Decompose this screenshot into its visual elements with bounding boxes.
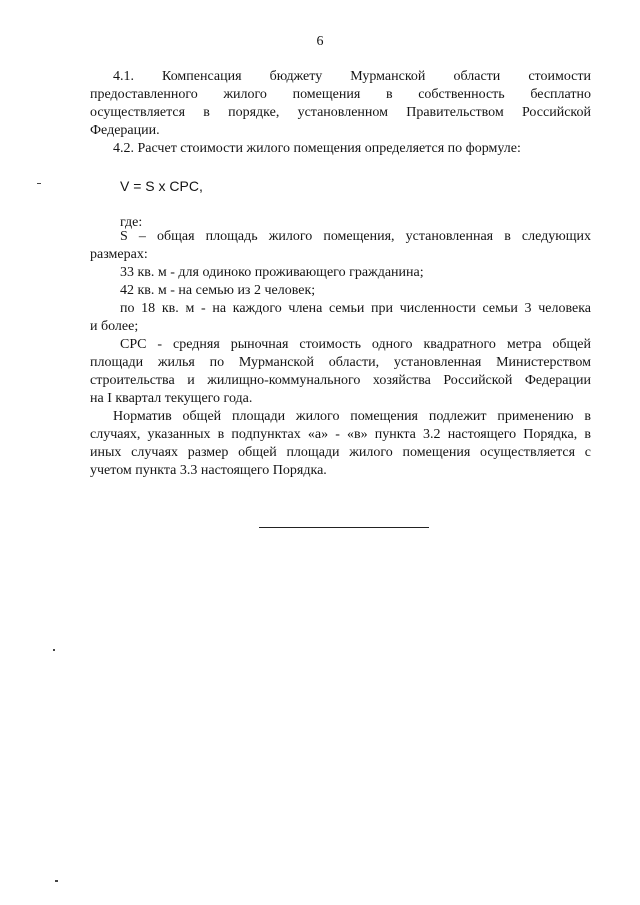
clause-4-1-line-4: Федерации. xyxy=(90,123,160,138)
final-paragraph-line-1: Норматив общей площади жилого помещения подлежит применению в xyxy=(113,409,591,424)
cpc-definition-line-3: строительства и жилищно-коммунального хозяйства Российской Федерации xyxy=(90,373,591,388)
cpc-definition-line-2: площади жилья по Мурманской области, установленная Министерством xyxy=(90,355,591,370)
clause-4-1-line-3: осуществляется в порядке, установленном Правительством Российской xyxy=(90,105,591,120)
clause-4-2-intro: 4.2. Расчет стоимости жилого помещения определяется по формуле: xyxy=(113,141,521,156)
final-paragraph-line-3: иных случаях размер общей площади жилого помещения осуществляется с xyxy=(90,445,591,460)
where-label: где: xyxy=(120,215,143,230)
final-paragraph-line-2: случаях, указанных в подпунктах «а» - «в» пункта 3.2 настоящего Порядка, в xyxy=(90,427,591,442)
norm-family-3-line-2: и более; xyxy=(90,319,139,334)
scan-artifact-mark xyxy=(55,880,58,882)
clause-4-1-line-2: предоставленного жилого помещения в собственность бесплатно xyxy=(90,87,591,102)
cpc-definition-line-1: CPC - средняя рыночная стоимость одного квадратного метра общей xyxy=(120,337,591,352)
s-definition-line-1: S – общая площадь жилого помещения, установленная в следующих xyxy=(120,229,591,244)
closing-divider xyxy=(259,527,429,528)
norm-family-2: 42 кв. м - на семью из 2 человек; xyxy=(120,283,316,298)
formula: V = S x CPC, xyxy=(120,178,203,194)
norm-family-3-line-1: по 18 кв. м - на каждого члена семьи при численности семьи 3 человека xyxy=(120,301,591,316)
scan-artifact-mark xyxy=(37,183,41,184)
scan-artifact-mark xyxy=(53,649,55,651)
clause-4-1-line-1: 4.1. Компенсация бюджету Мурманской области стоимости xyxy=(113,69,591,84)
norm-single: 33 кв. м - для одиноко проживающего гражданина; xyxy=(120,265,424,280)
final-paragraph-line-4: учетом пункта 3.3 настоящего Порядка. xyxy=(90,463,327,478)
page-number: 6 xyxy=(316,34,324,49)
s-definition-line-2: размерах: xyxy=(90,247,148,262)
cpc-definition-line-4: на I квартал текущего года. xyxy=(90,391,253,406)
